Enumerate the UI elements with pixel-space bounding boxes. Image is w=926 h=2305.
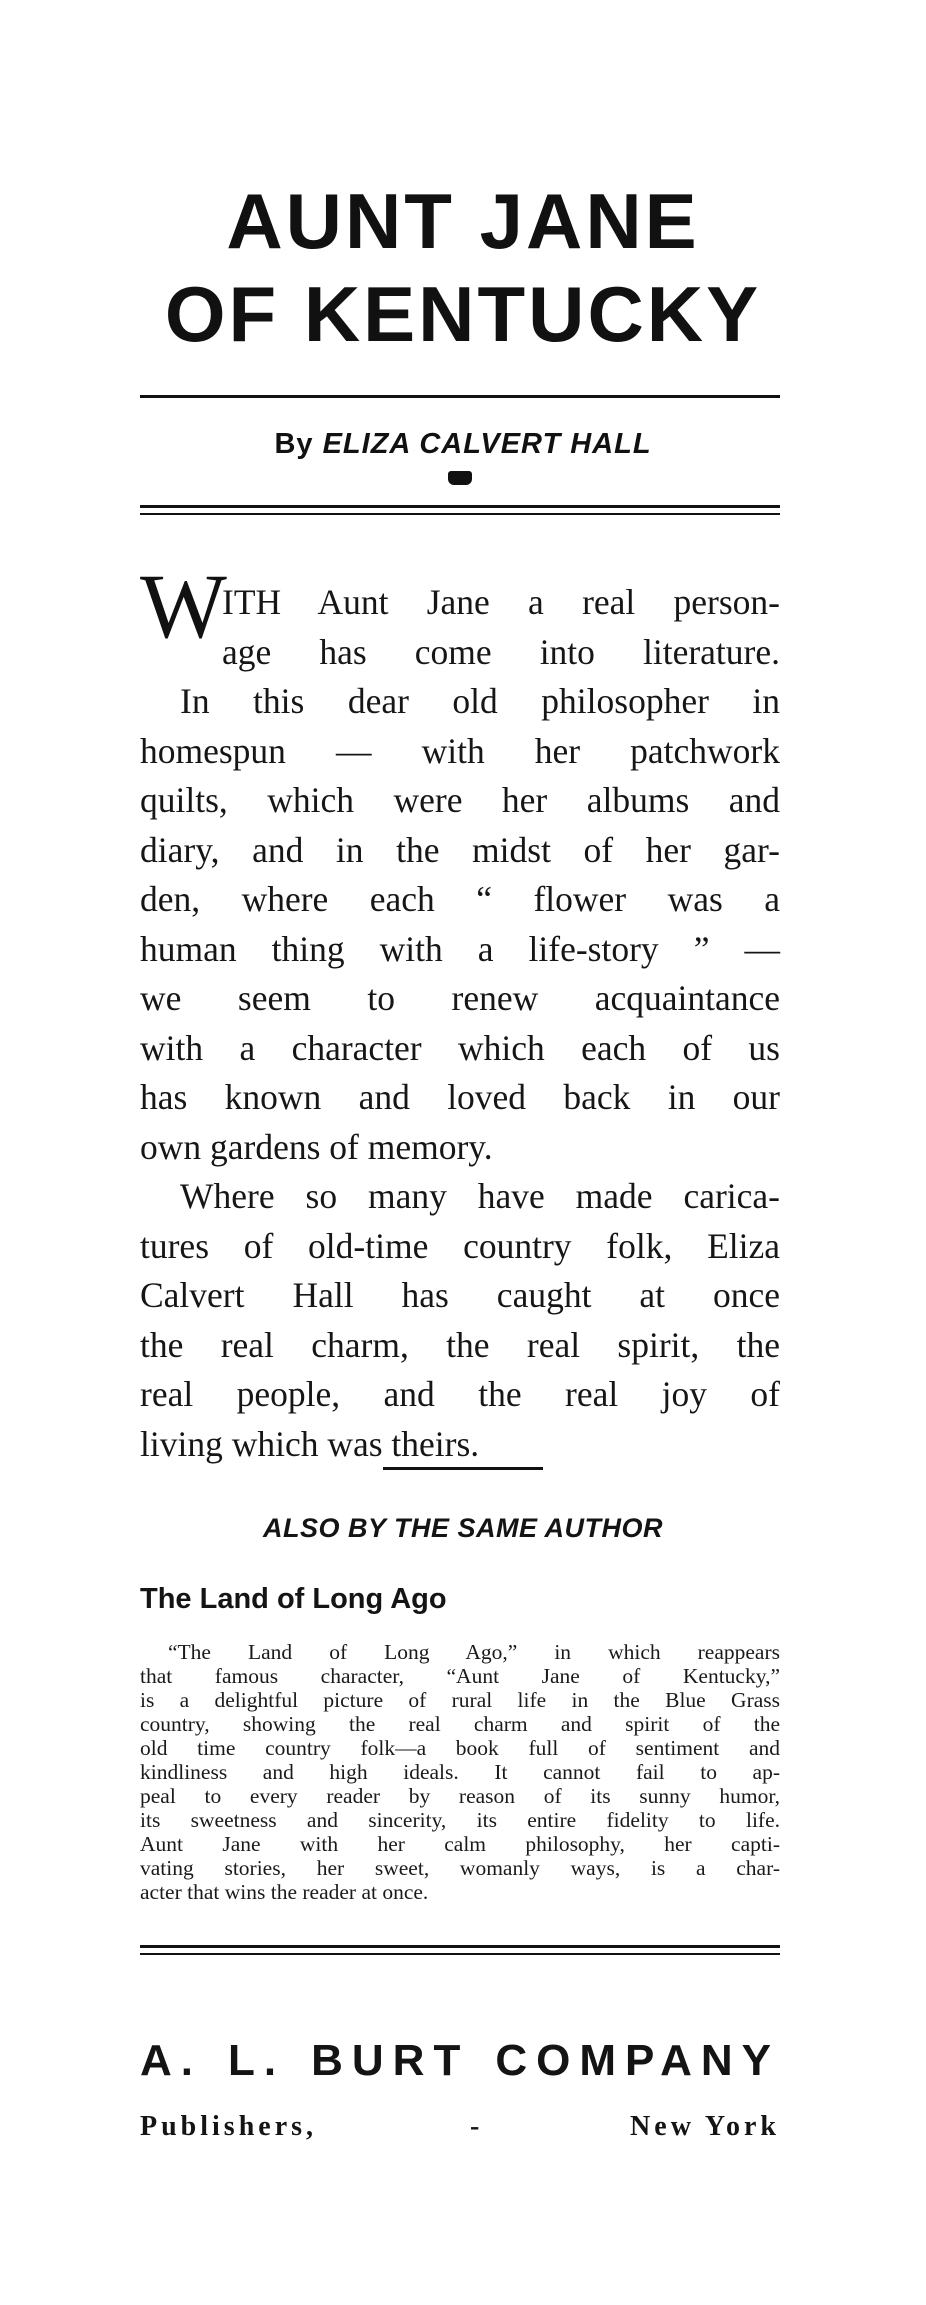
description-line: old time country folk—a book full of sentiment and (140, 1736, 780, 1760)
description-line: vating stories, her sweet, womanly ways, is a char- (140, 1856, 780, 1880)
blurb-line: homespun — with her patchwork (140, 730, 780, 771)
blurb-line: den, where each “ flower was a (140, 879, 780, 919)
blurb-paragraph-1 (140, 578, 780, 1172)
blurb-line: In this dear old philosopher in (180, 681, 780, 721)
book-title: The Land of Long Ago (140, 1583, 447, 1615)
byline-rule-bottom (140, 513, 780, 515)
blurb-line: the real charm, the real spirit, the (140, 1324, 780, 1365)
description-line: its sweetness and sincerity, its entire fidelity to life. (140, 1808, 780, 1832)
blurb-paragraph-2 (140, 1172, 780, 1469)
publisher-separator: - (470, 2111, 484, 2142)
ornament-icon (448, 471, 472, 485)
byline-rule-top (140, 505, 780, 508)
description-line: that famous character, “Aunt Jane of Kentucky,” (140, 1664, 780, 1688)
blurb-line: own gardens of memory. (140, 1126, 493, 1167)
title-line-2: OF KENTUCKY (164, 270, 762, 358)
description-line: is a delightful picture of rural life in the Blue Grass (140, 1688, 780, 1712)
blurb-line: we seem to renew acquaintance (140, 978, 780, 1018)
publisher-city: New York (630, 2111, 780, 2142)
section-divider (383, 1467, 543, 1470)
description-line: kindliness and high ideals. It cannot fail to ap- (140, 1760, 780, 1784)
drop-cap: W (140, 555, 227, 657)
blurb-line: ITH Aunt Jane a real person- (222, 582, 780, 622)
description-line: “The Land of Long Ago,” in which reappears (168, 1640, 780, 1664)
description-line: acter that wins the reader at once. (140, 1880, 429, 1904)
description-line: peal to every reader by reason of its sunny humor, (140, 1784, 780, 1808)
author-name: ELIZA CALVERT HALL (322, 428, 652, 460)
title-rule (140, 395, 780, 398)
title-line-1: AUNT JANE (226, 177, 700, 265)
blurb-line: with a character which each of us (140, 1027, 780, 1068)
blurb-line: Where so many have made carica- (180, 1176, 780, 1216)
blurb-line: age has come into literature. (222, 631, 780, 672)
publisher-rule-top (140, 1945, 780, 1948)
description-line: Aunt Jane with her calm philosophy, her capti- (140, 1832, 780, 1856)
blurb-line: tures of old-time country folk, Eliza (140, 1225, 780, 1266)
blurb-line: quilts, which were her albums and (140, 780, 780, 820)
blurb-line: real people, and the real joy of (140, 1374, 780, 1414)
publisher-role: Publishers, (140, 2111, 318, 2142)
blurb-line: human thing with a life-story ” — (140, 928, 780, 969)
description-line: country, showing the real charm and spirit of the (140, 1712, 780, 1736)
publisher-rule-bottom (140, 1953, 780, 1955)
blurb-line: Calvert Hall has caught at once (140, 1275, 780, 1315)
author-byline (0, 428, 926, 461)
byline-by: By (274, 428, 314, 460)
blurb-line: living which was theirs. (140, 1423, 480, 1464)
publisher-name: A. L. BURT COMPANY (140, 2036, 780, 2085)
book-description (140, 1640, 780, 1904)
blurb-line: has known and loved back in our (140, 1077, 780, 1117)
blurb-line: diary, and in the midst of her gar- (140, 829, 780, 870)
also-by-heading: ALSO BY THE SAME AUTHOR (262, 1513, 664, 1543)
